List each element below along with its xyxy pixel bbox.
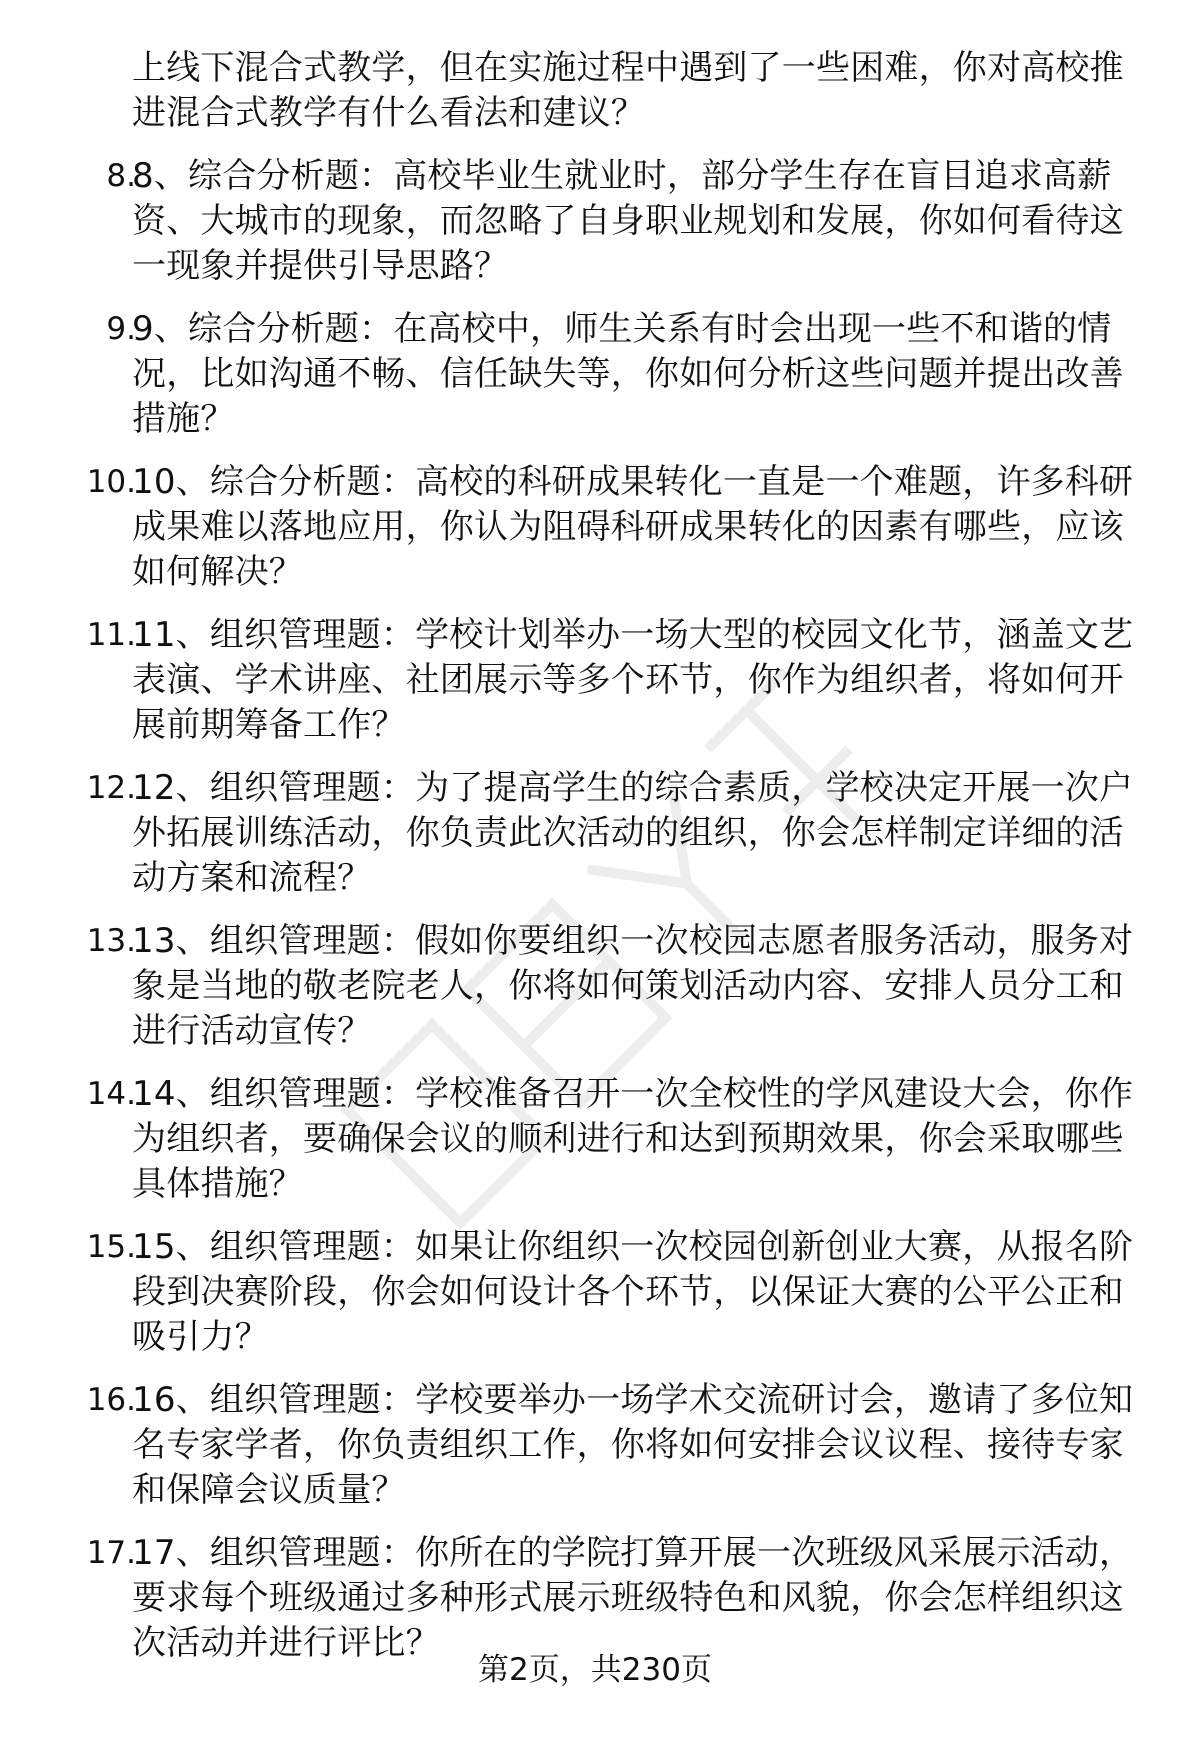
item-number: 13. [86,923,136,959]
list-item [0,1072,1190,1207]
page-footer: 第2页，共230页 [478,1652,712,1688]
item-text: 9、综合分析题：在高校中，师生关系有时会出现一些不和谐的情况，比如沟通不畅、信任缺失等，你如何分析这些问题并提出改善措施？ [132,309,1124,439]
item-number: 15. [86,1229,136,1265]
item-text: 13、组织管理题：假如你要组织一次校园志愿者服务活动，服务对象是当地的敬老院老人，你将如何策划活动内容、安排人员分工和进行活动宣传？ [132,921,1134,1051]
item-text: 15、组织管理题：如果让你组织一次校园创新创业大赛，从报名阶段到决赛阶段，你会如何设计各个环节，以保证大赛的公平公正和吸引力？ [132,1227,1134,1357]
item-text: 11、组织管理题：学校计划举办一场大型的校园文化节，涵盖文艺表演、学术讲座、社团展示等多个环节，你作为组织者，将如何开展前期筹备工作？ [132,615,1134,745]
list-item [0,613,1190,748]
item-text: 17、组织管理题：你所在的学院打算开展一次班级风采展示活动，要求每个班级通过多种形式展示班级特色和风貌，你会怎样组织这次活动并进行评比？ [132,1533,1134,1663]
item-number: 14. [86,1076,136,1112]
list-item [0,919,1190,1054]
list-item [0,1531,1190,1666]
list-item [0,154,1190,289]
list-item [0,460,1190,595]
item-number: 16. [86,1382,136,1418]
list-item-continuation [0,46,1190,136]
item-text: 14、组织管理题：学校准备召开一次全校性的学风建设大会，你作为组织者，要确保会议的顺利进行和达到预期效果，你会采取哪些具体措施？ [132,1074,1134,1204]
question-list [0,46,1190,1684]
item-number: 8. [106,158,136,194]
item-text: 16、组织管理题：学校要举办一场学术交流研讨会，邀请了多位知名专家学者，你负责组织工作，你将如何安排会议议程、接待专家和保障会议质量？ [132,1380,1134,1510]
continuation-text: 上线下混合式教学，但在实施过程中遇到了一些困难，你对高校推进混合式教学有什么看法和建议？ [132,48,1124,133]
item-number: 12. [86,770,136,806]
list-item [0,1378,1190,1513]
item-text: 10、综合分析题：高校的科研成果转化一直是一个难题，许多科研成果难以落地应用，你认为阻碍科研成果转化的因素有哪些，应该如何解决？ [132,462,1134,592]
item-number: 9. [106,311,136,347]
item-number: 17. [86,1535,136,1571]
list-item [0,1225,1190,1360]
item-number: 10. [86,464,136,500]
list-item [0,766,1190,901]
list-item [0,307,1190,442]
item-text: 12、组织管理题：为了提高学生的综合素质，学校决定开展一次户外拓展训练活动，你负责此次活动的组织，你会怎样制定详细的活动方案和流程？ [132,768,1134,898]
item-number: 11. [86,617,136,653]
item-text: 8、综合分析题：高校毕业生就业时，部分学生存在盲目追求高薪资、大城市的现象，而忽略了自身职业规划和发展，你如何看待这一现象并提供引导思路？ [132,156,1124,286]
